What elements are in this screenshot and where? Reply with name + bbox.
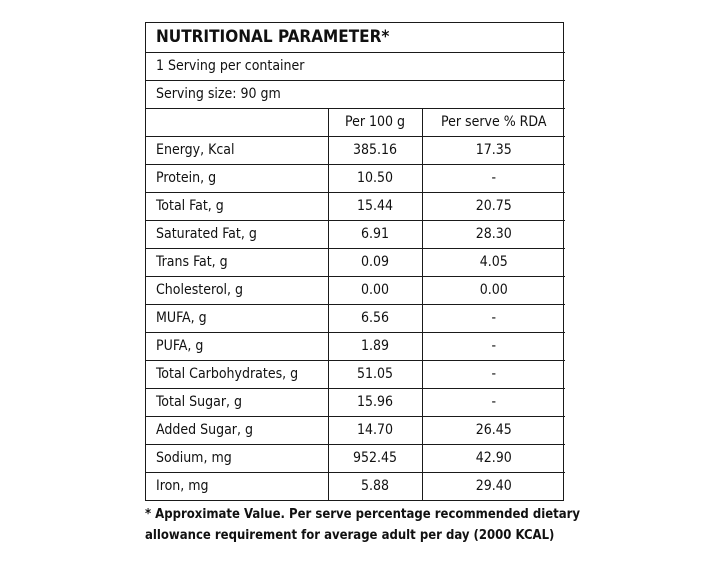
nutrient-name: PUFA, g [146,333,328,361]
nutrition-table [146,23,565,500]
nutrient-name: Total Sugar, g [146,389,328,417]
nutrient-name: Total Fat, g [146,193,328,221]
title-row [146,23,565,53]
table-row [146,221,565,249]
per-100g-value: 952.45 [328,445,422,473]
per-100g-value: 1.89 [328,333,422,361]
serving-size-row [146,81,565,109]
rda-value: 4.05 [422,249,565,277]
rda-value: - [422,305,565,333]
per-100g-value: 6.91 [328,221,422,249]
rda-value: - [422,361,565,389]
nutrient-name: Trans Fat, g [146,249,328,277]
nutrient-name: Saturated Fat, g [146,221,328,249]
column-header-empty [146,109,328,137]
rda-value: 20.75 [422,193,565,221]
nutrient-name: Total Carbohydrates, g [146,361,328,389]
per-100g-value: 0.09 [328,249,422,277]
per-100g-value: 15.44 [328,193,422,221]
per-100g-value: 5.88 [328,473,422,501]
rda-value: - [422,333,565,361]
rda-value: 29.40 [422,473,565,501]
table-row [146,361,565,389]
servings-per-container: 1 Serving per container [146,53,565,81]
nutrient-name: Protein, g [146,165,328,193]
nutrient-name: Iron, mg [146,473,328,501]
column-header-rda: Per serve % RDA [422,109,565,137]
per-100g-value: 10.50 [328,165,422,193]
rda-value: 17.35 [422,137,565,165]
servings-row [146,53,565,81]
table-row [146,445,565,473]
table-row [146,305,565,333]
rda-value: 28.30 [422,221,565,249]
footnote [145,504,585,546]
per-100g-value: 0.00 [328,277,422,305]
footnote-line-2: allowance requirement for average adult per day (2000 KCAL) [145,528,555,543]
per-100g-value: 385.16 [328,137,422,165]
per-100g-value: 51.05 [328,361,422,389]
nutrient-name: Sodium, mg [146,445,328,473]
header-row [146,109,565,137]
table-title: NUTRITIONAL PARAMETER* [146,23,565,53]
table-row [146,277,565,305]
column-header-per-100g: Per 100 g [328,109,422,137]
rda-value: 0.00 [422,277,565,305]
rda-value: 42.90 [422,445,565,473]
serving-size: Serving size: 90 gm [146,81,565,109]
per-100g-value: 15.96 [328,389,422,417]
nutrient-name: Cholesterol, g [146,277,328,305]
table-row [146,249,565,277]
rda-value: - [422,165,565,193]
nutrient-name: Energy, Kcal [146,137,328,165]
table-row [146,473,565,501]
table-row [146,137,565,165]
rda-value: 26.45 [422,417,565,445]
per-100g-value: 6.56 [328,305,422,333]
table-row [146,417,565,445]
rda-value: - [422,389,565,417]
table-row [146,165,565,193]
nutrition-table-panel [145,22,564,501]
per-100g-value: 14.70 [328,417,422,445]
nutrient-name: MUFA, g [146,305,328,333]
table-row [146,389,565,417]
table-row [146,333,565,361]
nutrient-name: Added Sugar, g [146,417,328,445]
footnote-line-1: * Approximate Value. Per serve percentage recommended dietary [145,507,581,522]
table-row [146,193,565,221]
